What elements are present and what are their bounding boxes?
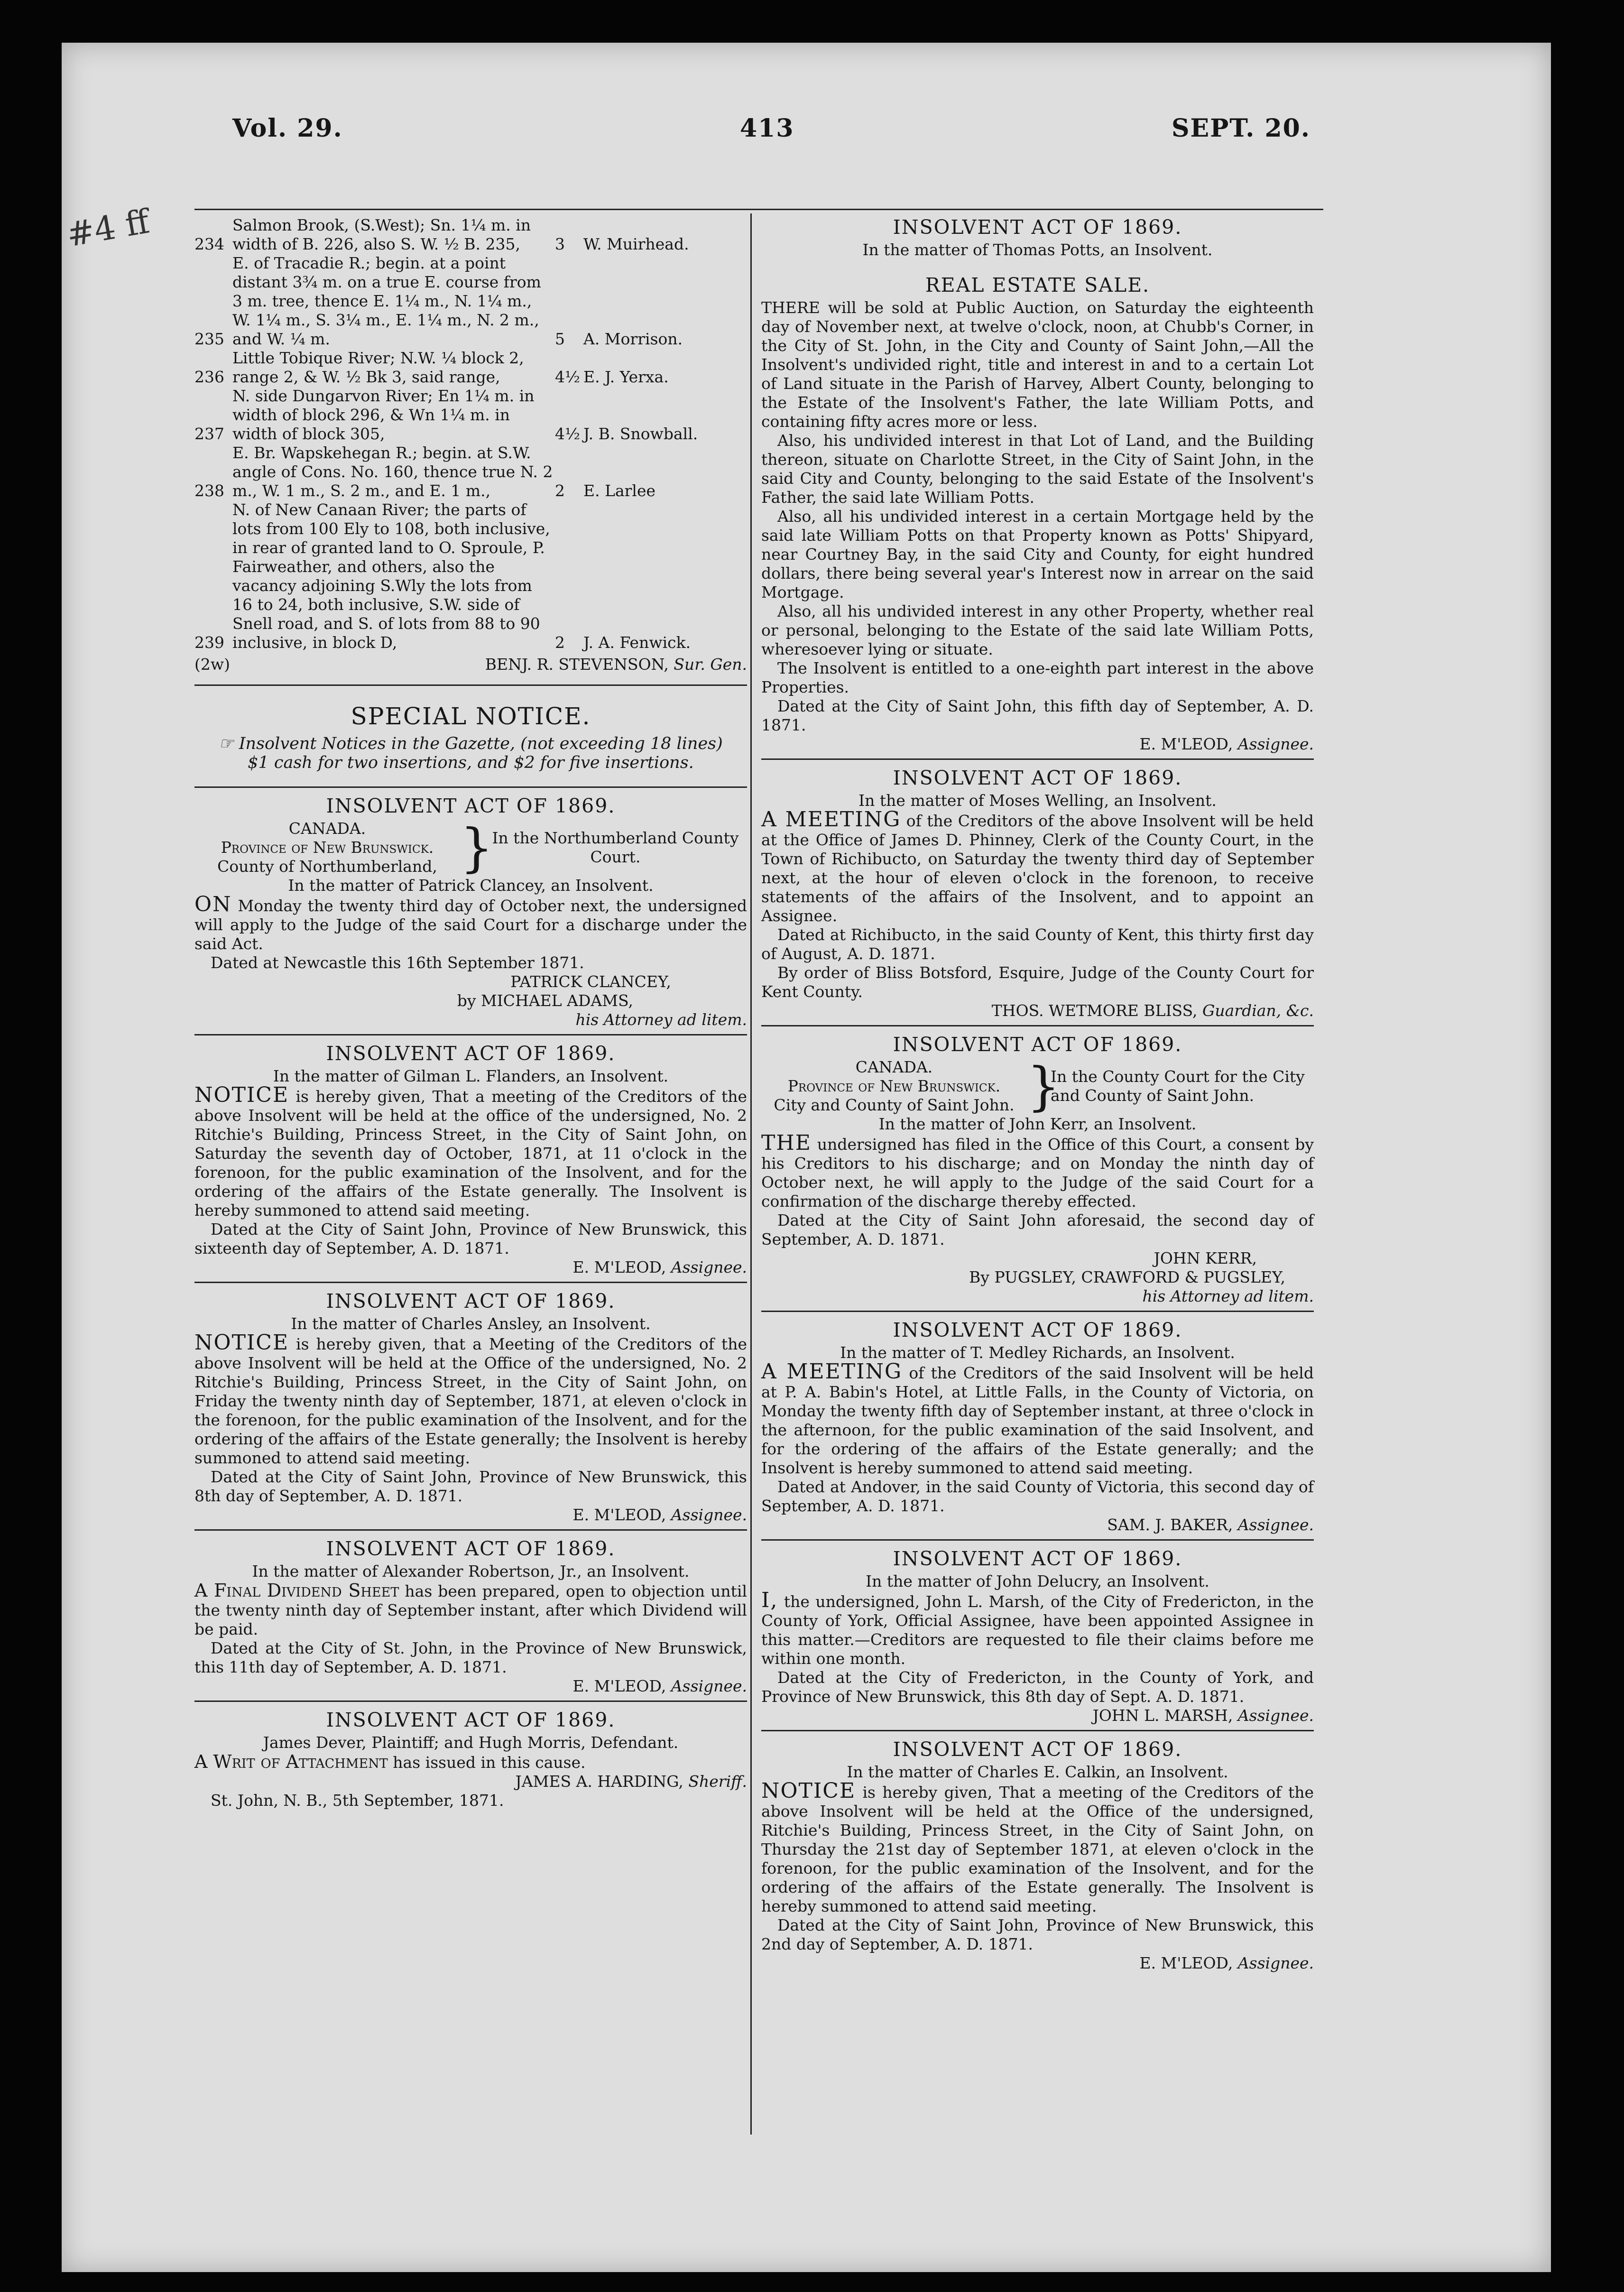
notice-body: is hereby given, That a meeting of the Creditors of the above Insolvent will be held at the office of the undersigned, No. 2 Ritchie's Building, Princess Street, in the City of Saint John, on Saturday the seventh day of October, 1871, at 11 o'clock in the forenoon, for the public examination of the Insolvent, and for the ordering of the affairs of the Estate generally. The Insolvent is hereby summoned to attend said meeting. bbox=[194, 1087, 747, 1220]
notice-dated: Dated at the City of Saint John, this fifth day of September, A. D. 1871. bbox=[761, 697, 1314, 734]
notice-body: will be sold at Public Auction, on Saturday the eighteenth day of November next, at twelve o'clock, noon, at Chubb's Corner, in the City of St. John, in the City and County of Saint John,—All the Insolvent's undivided right, title and interest in and to a certain Lot of Land situate in the Parish of Harvey, Albert County, belonging to the Estate of the Insolvent's Father, the late William Potts, and containing fifty acres more or less. bbox=[761, 298, 1314, 431]
notice-lead: A MEETING bbox=[761, 1359, 903, 1384]
column-divider bbox=[750, 213, 752, 2135]
survey-table bbox=[194, 216, 747, 674]
notice-dated: Dated at Richibucto, in the said County of Kent, this thirty first day of August, A. D. 1871. bbox=[761, 925, 1314, 963]
divider bbox=[194, 684, 747, 686]
notice-dated: Dated at the City of Saint John aforesaid, the second day of September, A. D. 1871. bbox=[761, 1211, 1314, 1248]
divider bbox=[761, 1025, 1314, 1026]
notice-body: the undersigned, John L. Marsh, of the City of Fredericton, in the County of York, Official Assignee, have been appointed Assignee in this matter.—Creditors are requested to file their claims before me within one month. bbox=[761, 1592, 1314, 1668]
notice-body: undersigned has filed in the Office of this Court, a consent by his Creditors to his discharge; and on Monday the ninth day of October next, he will apply to the Judge of the said Court for a confirmation of the discharge thereby effected. bbox=[761, 1135, 1314, 1211]
notice-matter: In the matter of Charles E. Calkin, an Insolvent. bbox=[847, 1763, 1228, 1781]
brace-icon: } bbox=[1027, 1056, 1060, 1117]
lot-number: 235 bbox=[194, 330, 224, 348]
notice-body: has issued in this cause. bbox=[393, 1753, 586, 1772]
notice-lead: I, bbox=[761, 1588, 778, 1612]
notice-parties: James Dever, Plaintiff; and Hugh Morris, Defendant. bbox=[263, 1733, 679, 1752]
notice-title: INSOLVENT ACT OF 1869. bbox=[326, 795, 616, 817]
notice-dated: Dated at the City of Fredericton, in the County of York, and Province of New Brunswick, this 8th day of Sept. A. D. 1871. bbox=[761, 1668, 1314, 1706]
notice-dever bbox=[194, 1709, 747, 1810]
notice-title: INSOLVENT ACT OF 1869. bbox=[326, 1042, 616, 1065]
signature: THOS. WETMORE BLISS, bbox=[991, 1001, 1198, 1020]
signature: E. M'LEOD, bbox=[572, 1677, 666, 1695]
notice-title: INSOLVENT ACT OF 1869. bbox=[893, 1738, 1182, 1761]
lot-acres: 4½ bbox=[555, 368, 580, 386]
volume-number: Vol. 29. bbox=[232, 114, 343, 143]
notice-title: INSOLVENT ACT OF 1869. bbox=[893, 1319, 1182, 1341]
notice-matter: In the matter of Alexander Robertson, Jr., an Insolvent. bbox=[252, 1562, 690, 1580]
signature-role: Sheriff. bbox=[688, 1772, 747, 1791]
lot-applicant: J. B. Snowball. bbox=[583, 425, 698, 443]
notice-order: By order of Bliss Botsford, Esquire, Judge of the County Court for Kent County. bbox=[761, 963, 1314, 1001]
divider bbox=[761, 1539, 1314, 1541]
notice-dated: Dated at the City of Saint John, Province of New Brunswick, this 8th day of September, A. D. 1871. bbox=[194, 1468, 747, 1505]
notice-lead: ON bbox=[194, 892, 232, 916]
divider bbox=[194, 1282, 747, 1283]
lot-applicant: J. A. Fenwick. bbox=[583, 633, 691, 652]
lot-acres: 5 bbox=[555, 330, 565, 348]
notice-title: INSOLVENT ACT OF 1869. bbox=[326, 1537, 616, 1560]
notice-body: of the Creditors of the above Insolvent will be held at the Office of James D. Phinney, Clerk of the County Court, in the Town of Richibucto, on Saturday the twenty third day of September next, at the hour of eleven o'clock in the forenoon, to receive statements of the affairs of the Insolvent, and to appoint an Assignee. bbox=[761, 812, 1314, 925]
lot-number: 237 bbox=[194, 425, 224, 443]
notice-title: INSOLVENT ACT OF 1869. bbox=[326, 1709, 616, 1731]
signature-role: Assignee. bbox=[1237, 735, 1314, 753]
notice-welling bbox=[761, 767, 1314, 1020]
notice-paragraph: Also, his undivided interest in that Lot of Land, and the Building thereon, situate on Charlotte Street, in the City of Saint John, in the said City and County, belonging to the said Estate of the Insolvent's Father, the said late William Potts. bbox=[761, 431, 1314, 507]
notice-dated: Dated at Andover, in the said County of Victoria, this second day of September, A. D. 1871. bbox=[761, 1478, 1314, 1515]
notice-title: INSOLVENT ACT OF 1869. bbox=[893, 767, 1182, 789]
signature: E. M'LEOD, bbox=[572, 1258, 666, 1276]
notice-dated: Dated at Newcastle this 16th September 1871. bbox=[211, 953, 584, 972]
special-notice bbox=[194, 702, 747, 772]
signature-role: Assignee. bbox=[1237, 1706, 1314, 1725]
notice-potts bbox=[761, 216, 1314, 754]
notice-body: is hereby given, That a meeting of the Creditors of the above Insolvent will be held at the Office of the undersigned, Ritchie's Building, Princess Street, in the City of Saint John, on Thursday the 21st day of September 1871, at eleven o'clock in the forenoon, for the public examination of the Insolvent, and for the ordering of the affairs of the Estate generally. The Insolvent is hereby summoned to attend said meeting. bbox=[761, 1783, 1314, 1915]
signature: By PUGSLEY, CRAWFORD & PUGSLEY, bbox=[969, 1268, 1285, 1286]
notice-ansley bbox=[194, 1290, 747, 1525]
lot-applicant: W. Muirhead. bbox=[583, 235, 689, 253]
signature-role: Assignee. bbox=[1237, 1954, 1314, 1972]
signature-role: Assignee. bbox=[671, 1506, 747, 1524]
surveyor-title: Sur. Gen. bbox=[674, 655, 747, 674]
notice-matter: In the matter of Patrick Clancey, an Insolvent. bbox=[288, 876, 654, 895]
lot-description: E. Br. Wapskehegan R.; begin. at S.W. angle of Cons. No. 160, thence true N. 2 m., W. 1 m., S. 2 m., and E. 1 m., bbox=[232, 444, 553, 500]
signature: E. M'LEOD, bbox=[572, 1506, 666, 1524]
notice-lead: NOTICE bbox=[761, 1779, 856, 1803]
lot-description: Salmon Brook, (S.West); Sn. 1¼ m. in width of B. 226, also S. W. ½ B. 235, bbox=[232, 216, 531, 253]
signature-role: Guardian, &c. bbox=[1202, 1001, 1314, 1020]
signature: JAMES A. HARDING, bbox=[515, 1772, 683, 1791]
table-row bbox=[194, 444, 747, 500]
table-row bbox=[194, 349, 747, 387]
special-notice-line2: $1 cash for two insertions, and $2 for five insertions. bbox=[248, 753, 694, 772]
notice-matter: In the matter of Moses Welling, an Insolvent. bbox=[858, 791, 1217, 810]
divider bbox=[194, 786, 747, 788]
header-rule bbox=[194, 209, 1323, 210]
signature: JOHN L. MARSH, bbox=[1092, 1706, 1233, 1725]
signature: SAM. J. BAKER, bbox=[1107, 1516, 1233, 1534]
notice-body: of the Creditors of the said Insolvent will be held at P. A. Babin's Hotel, at Little Falls, in the County of Victoria, on Monday the twenty fifth day of September instant, at three o'clock in the afternoon, for the public examination of the said Insolvent, and for the ordering of the affairs of the Estate generally; and the Insolvent is hereby summoned to attend said meeting. bbox=[761, 1364, 1314, 1477]
county-label: City and County of Saint John. bbox=[774, 1096, 1015, 1114]
notice-clancey bbox=[194, 795, 747, 1029]
province-label: Province of New Brunswick. bbox=[221, 838, 434, 857]
lot-acres: 4½ bbox=[555, 425, 580, 443]
notice-kerr bbox=[761, 1033, 1314, 1306]
divider bbox=[761, 758, 1314, 760]
court-heading bbox=[761, 1058, 1314, 1115]
notice-lead: NOTICE bbox=[194, 1083, 289, 1107]
signature-role: his Attorney ad litem. bbox=[1142, 1287, 1314, 1305]
notice-lead: A MEETING bbox=[761, 807, 901, 832]
notice-title: INSOLVENT ACT OF 1869. bbox=[893, 1033, 1182, 1056]
special-notice-title: SPECIAL NOTICE. bbox=[351, 702, 591, 730]
left-column bbox=[194, 216, 747, 1810]
notice-lead: A Writ of Attachment bbox=[194, 1751, 388, 1772]
signature: PATRICK CLANCEY, bbox=[510, 972, 671, 991]
divider bbox=[194, 1034, 747, 1035]
court-name: In the County Court for the City and County of Saint John. bbox=[1051, 1067, 1305, 1105]
notice-matter: In the matter of John Kerr, an Insolvent. bbox=[878, 1115, 1197, 1133]
lot-number: 234 bbox=[194, 235, 224, 253]
lot-description: N. side Dungarvon River; En 1¼ m. in width of block 296, & Wn 1¼ m. in width of block 305, bbox=[232, 387, 535, 443]
country-label: CANADA. bbox=[855, 1058, 933, 1076]
notice-calkin bbox=[761, 1738, 1314, 1973]
signature-role: Assignee. bbox=[671, 1677, 747, 1695]
pointing-hand-icon: ☞ bbox=[219, 734, 234, 753]
right-column bbox=[761, 216, 1314, 1973]
table-row bbox=[194, 216, 747, 254]
divider bbox=[194, 1701, 747, 1702]
notice-delucry bbox=[761, 1547, 1314, 1725]
lot-applicant: E. Larlee bbox=[583, 481, 656, 500]
notice-dated: Dated at the City of Saint John, Province of New Brunswick, this sixteenth day of September, A. D. 1871. bbox=[194, 1220, 747, 1257]
signature: by MICHAEL ADAMS, bbox=[457, 991, 633, 1010]
notice-paragraph: The Insolvent is entitled to a one-eighth part interest in the above Properties. bbox=[761, 659, 1314, 696]
lot-applicant: A. Morrison. bbox=[583, 330, 683, 348]
court-heading bbox=[194, 819, 747, 876]
lot-number: 238 bbox=[194, 481, 224, 500]
notice-title: INSOLVENT ACT OF 1869. bbox=[893, 216, 1182, 239]
notice-title: INSOLVENT ACT OF 1869. bbox=[893, 1547, 1182, 1570]
signature: JOHN KERR, bbox=[1153, 1249, 1257, 1267]
lot-number: 236 bbox=[194, 368, 224, 386]
notice-robertson bbox=[194, 1537, 747, 1696]
signature: E. M'LEOD, bbox=[1139, 1954, 1233, 1972]
notice-richards bbox=[761, 1319, 1314, 1534]
notice-lead: THERE bbox=[761, 298, 820, 317]
lot-acres: 2 bbox=[555, 633, 565, 652]
table-row bbox=[194, 387, 747, 444]
notice-place: St. John, N. B., 5th September, 1871. bbox=[211, 1791, 504, 1810]
notice-paragraph: Also, all his undivided interest in a certain Mortgage held by the said late William Potts on that Property known as Potts' Shipyard, near Courtney Bay, in the said City and County, for eight hundred dollars, there being several year's Interest now in arrear on the said Mortgage. bbox=[761, 507, 1314, 601]
country-label: CANADA. bbox=[288, 819, 366, 838]
divider bbox=[761, 1311, 1314, 1312]
page-number: 413 bbox=[740, 114, 794, 143]
notice-paragraph: Also, all his undivided interest in any other Property, whether real or personal, belonging to the Estate of the said late William Potts, wheresoever lying or situate. bbox=[761, 602, 1314, 658]
notice-title: INSOLVENT ACT OF 1869. bbox=[326, 1290, 616, 1312]
sale-title: REAL ESTATE SALE. bbox=[925, 274, 1150, 296]
lot-acres: 2 bbox=[555, 481, 565, 500]
county-label: County of Northumberland, bbox=[217, 857, 437, 876]
lot-number: 239 bbox=[194, 633, 224, 652]
notice-dated: Dated at the City of Saint John, Province of New Brunswick, this 2nd day of September, A. D. 1871. bbox=[761, 1916, 1314, 1953]
notice-lead: NOTICE bbox=[194, 1331, 289, 1355]
signature-role: Assignee. bbox=[1237, 1516, 1314, 1534]
lot-description: Little Tobique River; N.W. ¼ block 2, range 2, & W. ½ Bk 3, said range, bbox=[232, 349, 524, 386]
notice-matter: In the matter of Charles Ansley, an Insolvent. bbox=[291, 1314, 651, 1333]
notice-lead: THE bbox=[761, 1131, 812, 1155]
lot-description: N. of New Canaan River; the parts of lots from 100 Ely to 108, both inclusive, in rear of granted land to O. Sproule, P. Fairweather, and others, also the vacancy adjoining S.Wly the lots from 16 to 24, both inclusive, S.W. side of Snell road, and S. of lots from 88 to 90 inclusive, in block D, bbox=[232, 500, 550, 652]
signature-role: his Attorney ad litem. bbox=[575, 1010, 747, 1029]
province-label: Province of New Brunswick. bbox=[787, 1077, 1001, 1095]
notice-dated: Dated at the City of St. John, in the Province of New Brunswick, this 11th day of September, A. D. 1871. bbox=[194, 1639, 747, 1676]
court-name: In the Northumberland County Court. bbox=[492, 829, 739, 866]
survey-footer bbox=[194, 655, 747, 674]
notice-lead: A Final Dividend Sheet bbox=[194, 1580, 399, 1601]
notice-matter: In the matter of John Delucry, an Insolvent. bbox=[866, 1572, 1209, 1590]
issue-date: SEPT. 20. bbox=[1172, 114, 1310, 143]
notice-matter: In the matter of Gilman L. Flanders, an Insolvent. bbox=[273, 1067, 669, 1085]
notice-body: has been prepared, open to objection until the twenty ninth day of September instant, after which Dividend will be paid. bbox=[194, 1582, 747, 1638]
divider bbox=[761, 1730, 1314, 1731]
notice-matter: In the matter of T. Medley Richards, an Insolvent. bbox=[840, 1343, 1235, 1362]
notice-flanders bbox=[194, 1042, 747, 1277]
table-row bbox=[194, 254, 747, 349]
special-notice-line1: Insolvent Notices in the Gazette, (not exceeding 18 lines) bbox=[239, 734, 723, 753]
brace-icon: } bbox=[460, 817, 493, 878]
signature-role: Assignee. bbox=[671, 1258, 747, 1276]
table-row bbox=[194, 500, 747, 652]
divider bbox=[194, 1529, 747, 1531]
margin-handwriting: #4 ff bbox=[64, 202, 152, 255]
insertion-code: (2w) bbox=[194, 655, 230, 674]
lot-acres: 3 bbox=[555, 235, 565, 253]
surveyor-signature: BENJ. R. STEVENSON, bbox=[485, 655, 669, 674]
notice-body: Monday the twenty third day of October next, the undersigned will apply to the Judge of the said Court for a discharge under the said Act. bbox=[194, 896, 747, 953]
signature: E. M'LEOD, bbox=[1139, 735, 1233, 753]
notice-body: is hereby given, that a Meeting of the Creditors of the above Insolvent will be held at the Office of the undersigned, No. 2 Ritchie's Building, Princess Street, in the City of Saint John, on Friday the twenty ninth day of September, 1871, at eleven o'clock in the forenoon, for the public examination of the Insolvent, and for the ordering of the affairs of the Estate generally; the Insolvent is hereby summoned to attend said meeting. bbox=[194, 1335, 747, 1467]
lot-description: E. of Tracadie R.; begin. at a point distant 3¾ m. on a true E. course from 3 m. tree, thence E. 1¼ m., N. 1¼ m., W. 1¼ m., S. 3¼ m., E. 1¼ m., N. 2 m., and W. ¼ m. bbox=[232, 254, 541, 348]
lot-applicant: E. J. Yerxa. bbox=[583, 368, 669, 386]
notice-matter: In the matter of Thomas Potts, an Insolvent. bbox=[862, 240, 1213, 259]
